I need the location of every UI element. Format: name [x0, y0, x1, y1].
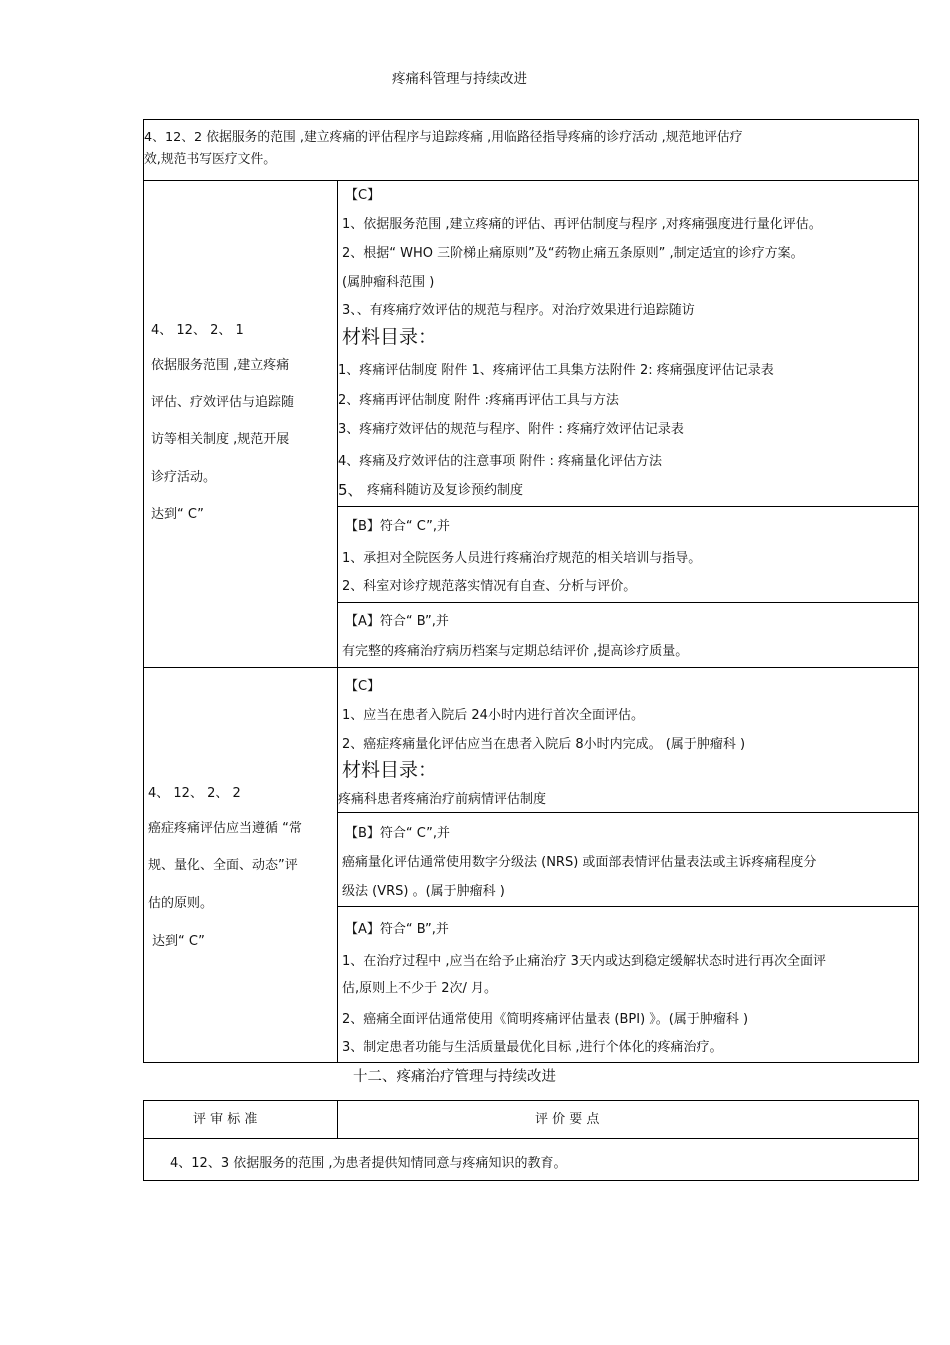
- material-item: 4、疼痛及疗效评估的注意事项 附件 : 疼痛量化评估方法: [338, 454, 663, 469]
- column-header-points: 评 价 要 点: [535, 1112, 600, 1127]
- grade-label: 【C】: [345, 188, 381, 203]
- requirement-item: 1、应当在患者入院后 24小时内进行首次全面评估。: [342, 708, 644, 723]
- column-header-standard: 评 审 标 准: [193, 1112, 258, 1127]
- requirement-item: 3、、有疼痛疗效评估的规范与程序。对治疗效果进行追踪随访: [342, 303, 695, 318]
- requirement-item: 级法 (VRS) 。(属于肿瘤科 ): [342, 884, 505, 899]
- page-title: 疼痛科管理与持续改进: [392, 71, 527, 87]
- material-item: 疼痛科随访及复诊预约制度: [367, 483, 524, 498]
- grade-label: 【B】符合“ C”,并: [345, 826, 450, 841]
- standard-text: 诊疗活动。: [151, 470, 217, 485]
- requirement-item: 2、癌痛全面评估通常使用《简明疼痛评估量表 (BPI) 》。(属于肿瘤科 ): [342, 1012, 749, 1027]
- standard-text: 癌症疼痛评估应当遵循 “常: [148, 821, 302, 836]
- requirement-item: 1、依据服务范围 ,建立疼痛的评估、再评估制度与程序 ,对疼痛强度进行量化评估。: [342, 217, 822, 232]
- grade-label: 【A】符合“ B”,并: [345, 922, 449, 937]
- requirement-item: 估,原则上不少于 2次/ 月。: [342, 981, 498, 996]
- requirement-item: 2、根据“ WHO 三阶梯止痛原则”及“药物止痛五条原则” ,制定适宜的诊疗方案。: [342, 246, 804, 261]
- requirement-item: 2、科室对诊疗规范落实情况有自查、分析与评价。: [342, 579, 637, 594]
- requirement-item: (属肿瘤科范围 ): [342, 275, 435, 290]
- standard-text: 估的原则。: [148, 896, 214, 911]
- requirement-item: 2、癌症疼痛量化评估应当在患者入院后 8小时内完成。 (属于肿瘤科 ): [342, 737, 746, 752]
- materials-heading: 材料目录：: [342, 759, 438, 781]
- row-text-line: 效,规范书写医疗文件。: [144, 152, 277, 167]
- requirement-item: 有完整的疼痛治疗病历档案与定期总结评价 ,提高诊疗质量。: [342, 644, 689, 659]
- grade-label: 【B】符合“ C”,并: [345, 519, 450, 534]
- material-item: 1、疼痛评估制度 附件 1、疼痛评估工具集方法附件 2: 疼痛强度评估记录表: [338, 363, 774, 378]
- grade-label: 【A】符合“ B”,并: [345, 614, 449, 629]
- requirement-item: 癌痛量化评估通常使用数字分级法 (NRS) 或面部表情评估量表法或主诉疼痛程度分: [342, 855, 817, 870]
- section-title: 十二、疼痛治疗管理与持续改进: [353, 1069, 556, 1085]
- standard-reach: 达到“ C”: [152, 934, 205, 949]
- material-item: 疼痛科患者疼痛治疗前病情评估制度: [338, 792, 547, 807]
- standard-reach: 达到“ C”: [151, 507, 204, 522]
- material-item: 2、疼痛再评估制度 附件 :疼痛再评估工具与方法: [338, 393, 619, 408]
- standard-text: 访等相关制度 ,规范开展: [151, 432, 290, 447]
- standard-text: 依据服务范围 ,建立疼痛: [151, 358, 290, 373]
- standard-text: 评估、疗效评估与追踪随: [151, 395, 295, 410]
- row-text-line: 4、12、3 依据服务的范围 ,为患者提供知情同意与疼痛知识的教育。: [170, 1156, 567, 1171]
- requirement-item: 1、在治疗过程中 ,应当在给予止痛治疗 3天内或达到稳定缓解状态时进行再次全面评: [342, 954, 826, 969]
- requirement-item: 1、承担对全院医务人员进行疼痛治疗规范的相关培训与指导。: [342, 551, 702, 566]
- requirement-item: 3、制定患者功能与生活质量最优化目标 ,进行个体化的疼痛治疗。: [342, 1040, 723, 1055]
- grade-label: 【C】: [345, 679, 381, 694]
- standard-code: 4、 12、 2、 2: [148, 786, 241, 801]
- material-item: 3、疼痛疗效评估的规范与程序、附件 : 疼痛疗效评估记录表: [338, 422, 684, 437]
- row-text-line: 4、12、2 依据服务的范围 ,建立疼痛的评估程序与追踪疼痛 ,用临路径指导疼痛的诊疗活动 ,规范地评估疗: [144, 130, 743, 145]
- material-item-number: 5、: [338, 481, 363, 499]
- standard-text: 规、量化、全面、动态”评: [148, 858, 298, 873]
- standard-code: 4、 12、 2、 1: [151, 323, 244, 338]
- materials-heading: 材料目录：: [342, 326, 438, 348]
